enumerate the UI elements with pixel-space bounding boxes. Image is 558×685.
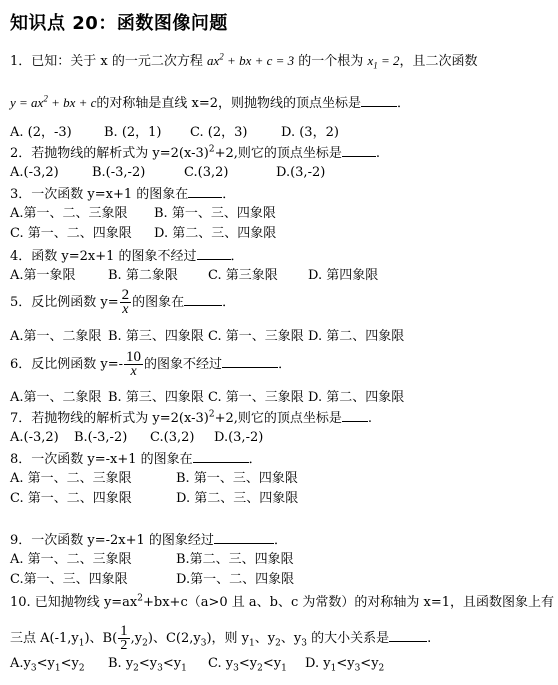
q8-option-c[interactable]: C. 第一、二、四象限 — [10, 491, 132, 506]
q4-option-d[interactable]: D. 第四象限 — [308, 268, 379, 283]
q9-option-d[interactable]: D.第一、二、四象限 — [176, 572, 295, 587]
q6-option-b[interactable]: B. 第三、四象限 — [108, 390, 204, 405]
q5-option-c[interactable]: C. 第一、三象限 — [208, 329, 304, 344]
q1-option-a[interactable]: A. (2，-3) — [10, 125, 72, 140]
q7-option-a[interactable]: A.(-3,2) — [10, 430, 59, 445]
fraction-2-over-x: $\frac{2}{x}$ — [121, 287, 130, 317]
question-6: 6．反比例函数 y=- $\frac{10}{x}$ 的图象不经过 ． — [10, 349, 292, 379]
q4-option-a[interactable]: A.第一象限 — [10, 268, 76, 283]
question-3: 3．一次函数 y=x+1 的图象在 ． — [10, 187, 236, 202]
q2-option-a[interactable]: A.(-3,2) — [10, 165, 59, 180]
q5-option-b[interactable]: B. 第三、四象限 — [108, 329, 204, 344]
q8-option-b[interactable]: B. 第一、三、四象限 — [176, 471, 298, 486]
q3-option-d[interactable]: D. 第二、三、四象限 — [154, 226, 277, 241]
q2-option-d[interactable]: D.(3,-2) — [276, 165, 326, 180]
q1-option-b[interactable]: B. (2，1) — [104, 125, 162, 140]
question-4: 4．函数 y=2x+1 的图象不经过 ． — [10, 249, 244, 264]
q10-option-c[interactable]: C. $y_3<y_2<y_1$ — [208, 656, 287, 674]
fraction-one-half: $\frac{1}{2}$ — [120, 623, 128, 653]
q10-option-b[interactable]: B. $y_2<y_3<y_1$ — [108, 656, 187, 674]
q2-option-b[interactable]: B.(-3,-2) — [92, 165, 146, 180]
answer-blank[interactable] — [193, 450, 249, 463]
question-2: 2．若抛物线的解析式为 $y=2(x-3)^2+2$,则它的顶点坐标是 . — [10, 144, 380, 161]
answer-blank[interactable] — [214, 531, 274, 544]
answer-blank[interactable] — [342, 144, 376, 157]
fraction-10-over-x: $\frac{10}{x}$ — [126, 349, 142, 379]
answer-blank[interactable] — [342, 409, 368, 422]
q10-option-d[interactable]: D. $y_1<y_3<y_2$ — [305, 656, 385, 674]
function-expression: $y = ax^2$ + bx + c — [10, 93, 97, 110]
page-title: 知识点 20：函数图像问题 — [10, 13, 228, 34]
q7-option-c[interactable]: C.(3,2) — [150, 430, 195, 445]
answer-blank[interactable] — [188, 185, 222, 198]
q8-option-d[interactable]: D. 第二、三、四象限 — [176, 491, 299, 506]
question-5: 5．反比例函数 y= $\frac{2}{x}$ 的图象在 ． — [10, 287, 236, 317]
q9-option-c[interactable]: C.第一、三、四象限 — [10, 572, 128, 587]
q8-option-a[interactable]: A. 第一、二、三象限 — [10, 471, 132, 486]
q6-option-d[interactable]: D. 第二、四象限 — [308, 390, 405, 405]
question-9: 9．一次函数 y=-2x+1 的图象经过 ． — [10, 533, 287, 548]
q3-option-c[interactable]: C. 第一、二、四象限 — [10, 226, 132, 241]
q9-option-a[interactable]: A. 第一、二、三象限 — [10, 552, 132, 567]
answer-blank[interactable] — [389, 629, 427, 642]
question-10-line-2: 三点 $A(-1,y_1)$、B( $\frac{1}{2}$ $,y_2$)、$C(2,y_3)$，则 $y_1$、$y_2$、$y_3$ 的大小关系是 . — [10, 623, 432, 653]
answer-blank[interactable] — [222, 355, 278, 368]
q10-option-a[interactable]: $A.y_3<y_1<y_2$ — [10, 656, 85, 674]
answer-blank[interactable] — [184, 293, 222, 306]
q3-option-b[interactable]: B. 第一、三、四象限 — [154, 206, 276, 221]
question-1-line-2: $y = ax^2$ + bx + c的对称轴是直线 x=2，则抛物线的顶点坐标是 ． — [10, 93, 411, 111]
q7-option-b[interactable]: B.(-3,-2) — [74, 430, 128, 445]
q5-option-a[interactable]: A.第一、二象限 — [10, 329, 102, 344]
answer-blank[interactable] — [197, 247, 231, 260]
question-8: 8．一次函数 y=-x+1 的图象在 ． — [10, 452, 262, 467]
equation: $ax^2$ + bx + c = 3 — [207, 51, 295, 68]
root-expression: $x_1 = 2$ — [367, 53, 400, 71]
question-1-line-1: 1．已知：关于 x 的一元二次方程 $ax^2$ + bx + c = 3 的一个根为 $x_1 = 2$，且二次函数 — [10, 51, 478, 71]
q6-option-a[interactable]: A.第一、二象限 — [10, 390, 102, 405]
q4-option-c[interactable]: C. 第三象限 — [208, 268, 278, 283]
question-10-line-1: 10. 已知抛物线 $y=ax^2+bx+c(a>0$ 且 a、b、c 为常数）的对称轴为 x=1，且函数图象上有 — [10, 593, 555, 610]
q3-option-a[interactable]: A.第一、二、三象限 — [10, 206, 128, 221]
q1-option-c[interactable]: C. (2，3) — [190, 125, 248, 140]
q4-option-b[interactable]: B. 第二象限 — [108, 268, 178, 283]
q9-option-b[interactable]: B.第二、三、四象限 — [176, 552, 294, 567]
q2-option-c[interactable]: C.(3,2) — [184, 165, 229, 180]
q1-option-d[interactable]: D. (3，2) — [281, 125, 339, 140]
q6-option-c[interactable]: C. 第一、三象限 — [208, 390, 304, 405]
question-7: 7．若抛物线的解析式为 $y=2(x-3)^2+2$,则它的顶点坐标是 . — [10, 409, 372, 426]
q7-option-d[interactable]: D.(3,-2) — [214, 430, 264, 445]
q5-option-d[interactable]: D. 第二、四象限 — [308, 329, 405, 344]
answer-blank[interactable] — [361, 94, 397, 107]
